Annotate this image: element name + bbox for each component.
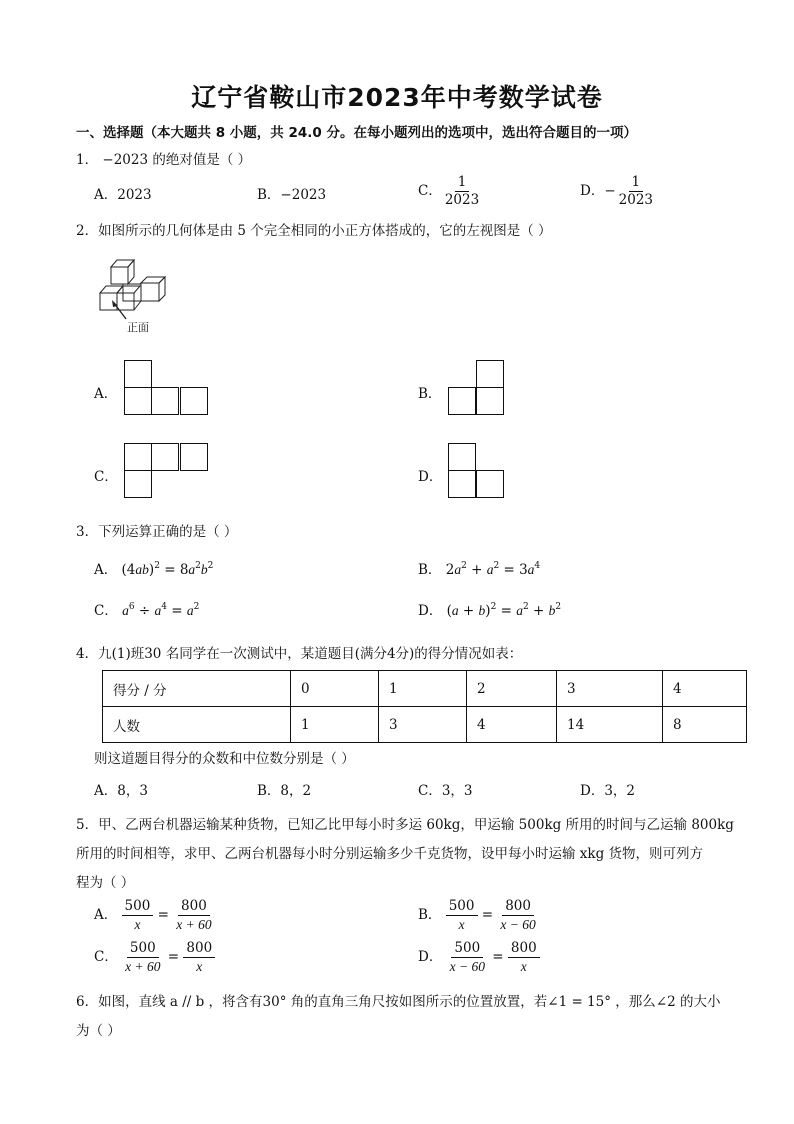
table-cell: 1 [379,671,467,707]
table-cell: 3 [379,707,467,743]
question-1-stem: 1． −2023 的绝对值是（ ） [76,152,252,168]
q5-option-a: A． $\frac{500}{x}$ = $\frac{800}{x + 60}$ [94,898,212,932]
q1-option-b: B．−2023 [257,187,327,203]
question-2-stem: 2．如图所示的几何体是由 5 个完全相同的小正方体搭成的，它的左视图是（ ） [76,223,552,239]
front-label: 正面 [127,321,149,334]
q4-follow-up: 则这道题目得分的众数和中位数分别是（ ） [94,751,355,767]
q3-option-d: D． $(a + b)^2 = a^2 + b^2$ [418,602,562,619]
table-cell: 2 [467,671,557,707]
question-5-line-2: 所用的时间相等，求甲、乙两台机器每小时分别运输多少千克货物，设甲每小时运输 xkg 货物，则可列方 [76,846,704,862]
q4-option-a: A．8，3 [94,783,148,799]
table-cell: 1 [291,707,379,743]
table-cell: 4 [663,671,747,707]
question-6-line-1: 6．如图，直线 a // b ，将含有30° 角的直角三角尺按如图所示的位置放置，若∠1 = 15° ，那么∠2 的大小 [76,994,721,1010]
q4-option-b: B．8，2 [257,783,312,799]
question-4-stem: 4．九(1)班30 名同学在一次测试中，某道题目(满分4分)的得分情况如表： [76,646,523,662]
q2-option-a: A． [94,386,118,402]
q2-option-c: C． [94,469,118,485]
q2-option-b: B． [418,386,442,402]
q3-option-b: B． $2a^2 + a^2 = 3a^4$ [418,561,541,578]
question-3-stem: 3．下列运算正确的是（ ） [76,524,238,540]
section-heading: 一、选择题（本大题共 8 小题，共 24.0 分。在每小题列出的选项中，选出符合题目的一项） [76,125,638,141]
q2-option-d: D． [418,469,443,485]
table-row [103,707,747,743]
score-table [102,670,747,743]
q1-option-c: C． $\frac{1}{2023}$ [418,174,480,208]
table-cell: 8 [663,707,747,743]
q4-option-c: C．3，3 [418,783,473,799]
table-cell: 3 [557,671,663,707]
q5-option-d: D． $\frac{500}{x - 60}$ = $\frac{800}{x}$ [418,940,540,975]
table-cell: 14 [557,707,663,743]
q1-option-d: D．− $\frac{1}{2023}$ [580,174,653,208]
q5-option-c: C． $\frac{500}{x + 60}$ = $\frac{800}{x}$ [94,940,215,975]
table-cell: 4 [467,707,557,743]
table-cell: 人数 [103,707,291,743]
q3-option-a: A． $(4ab)^2 = 8a^2b^2$ [94,561,214,578]
table-cell: 0 [291,671,379,707]
table-row [103,671,747,707]
page-title: 辽宁省鞍山市2023年中考数学试卷 [191,83,603,112]
question-5-line-1: 5．甲、乙两台机器运输某种货物，已知乙比甲每小时多运 60kg，甲运输 500kg 所用的时间与乙运输 800kg [76,817,734,833]
question-6-line-2: 为（ ） [76,1023,121,1039]
question-5-line-3: 程为（ ） [76,875,135,891]
q1-option-a: A．2023 [94,187,152,203]
table-cell: 得分 / 分 [103,671,291,707]
q5-option-b: B． $\frac{500}{x}$ = $\frac{800}{x - 60}$ [418,898,536,932]
q3-option-c: C． $a^6 \div a^4 = a^2$ [94,602,200,619]
q4-option-d: D．3，2 [580,783,636,799]
